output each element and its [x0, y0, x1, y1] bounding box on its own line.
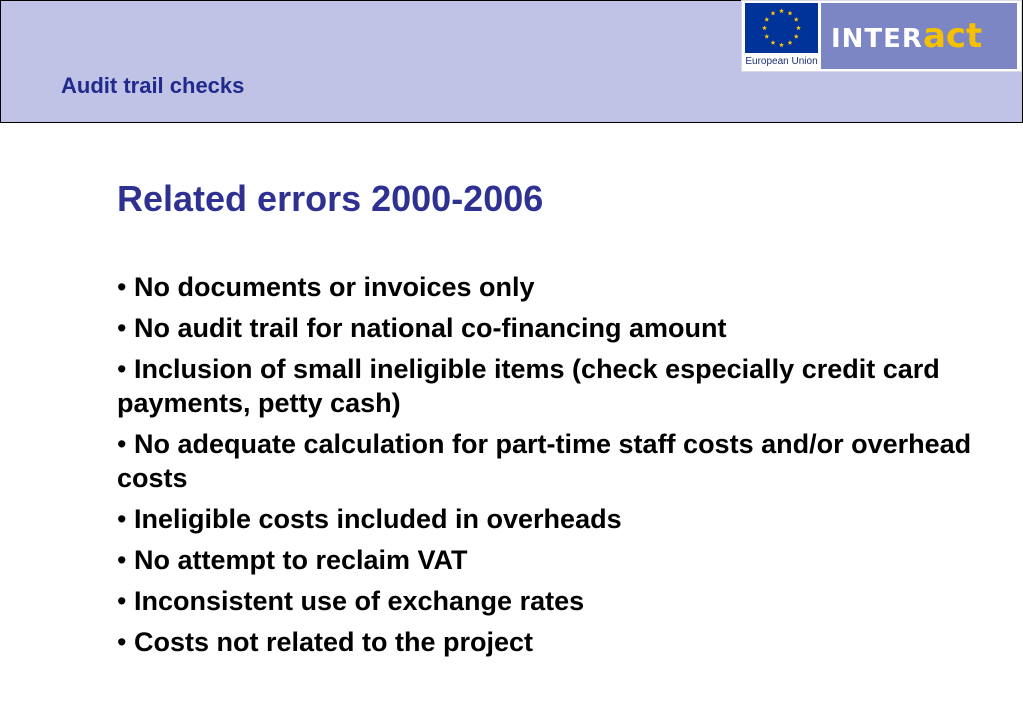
list-item: • No adequate calculation for part-time staff costs and/or overhead costs — [117, 429, 972, 493]
eu-star-icon — [796, 25, 801, 30]
list-item: • No audit trail for national co-financing amount — [117, 313, 727, 343]
logo-box — [741, 0, 1022, 72]
eu-flag-icon — [745, 3, 818, 53]
list-item: • Ineligible costs included in overheads — [117, 504, 622, 534]
eu-star-icon — [771, 40, 776, 45]
eu-star-icon — [771, 11, 776, 16]
list-item-text: No documents or invoices only — [133, 272, 535, 302]
list-item-text: Costs not related to the project — [133, 627, 534, 657]
eu-label: European Union — [745, 56, 818, 67]
eu-stars-svg — [745, 3, 818, 53]
list-item: • Inclusion of small ineligible items (check especially credit card payments, petty cash) — [117, 354, 940, 418]
list-item: • No attempt to reclaim VAT — [117, 545, 468, 575]
eu-star-icon — [794, 34, 799, 39]
eu-star-icon — [779, 8, 784, 13]
interact-wordmark-inter: INTER — [831, 24, 923, 54]
interact-wordmark — [831, 16, 983, 56]
list-item: • No documents or invoices only — [117, 272, 535, 302]
list-item: • Costs not related to the project — [117, 627, 534, 657]
bullet-list — [117, 270, 997, 666]
list-item-text: Inconsistent use of exchange rates — [133, 586, 585, 616]
list-item-text: No audit trail for national co-financing amount — [133, 313, 727, 343]
interact-logo — [821, 3, 1017, 69]
list-item: • Inconsistent use of exchange rates — [117, 586, 585, 616]
eu-star-icon — [788, 40, 793, 45]
slide-title: Related errors 2000-2006 — [117, 178, 544, 219]
list-item-text: No attempt to reclaim VAT — [133, 545, 468, 575]
header-title: Audit trail checks — [61, 73, 245, 98]
eu-star-icon — [764, 34, 769, 39]
interact-wordmark-act: act — [922, 16, 983, 56]
list-item-text: Ineligible costs included in overheads — [133, 504, 622, 534]
list-item-text: No adequate calculation for part-time staff costs and/or overhead costs — [117, 429, 972, 493]
eu-star-icon — [779, 42, 784, 47]
list-item-text: Inclusion of small ineligible items (check especially credit card payments, petty cash) — [117, 354, 940, 418]
eu-star-icon — [788, 11, 793, 16]
eu-star-icon — [762, 25, 767, 30]
eu-star-icon — [764, 17, 769, 22]
eu-star-icon — [794, 17, 799, 22]
